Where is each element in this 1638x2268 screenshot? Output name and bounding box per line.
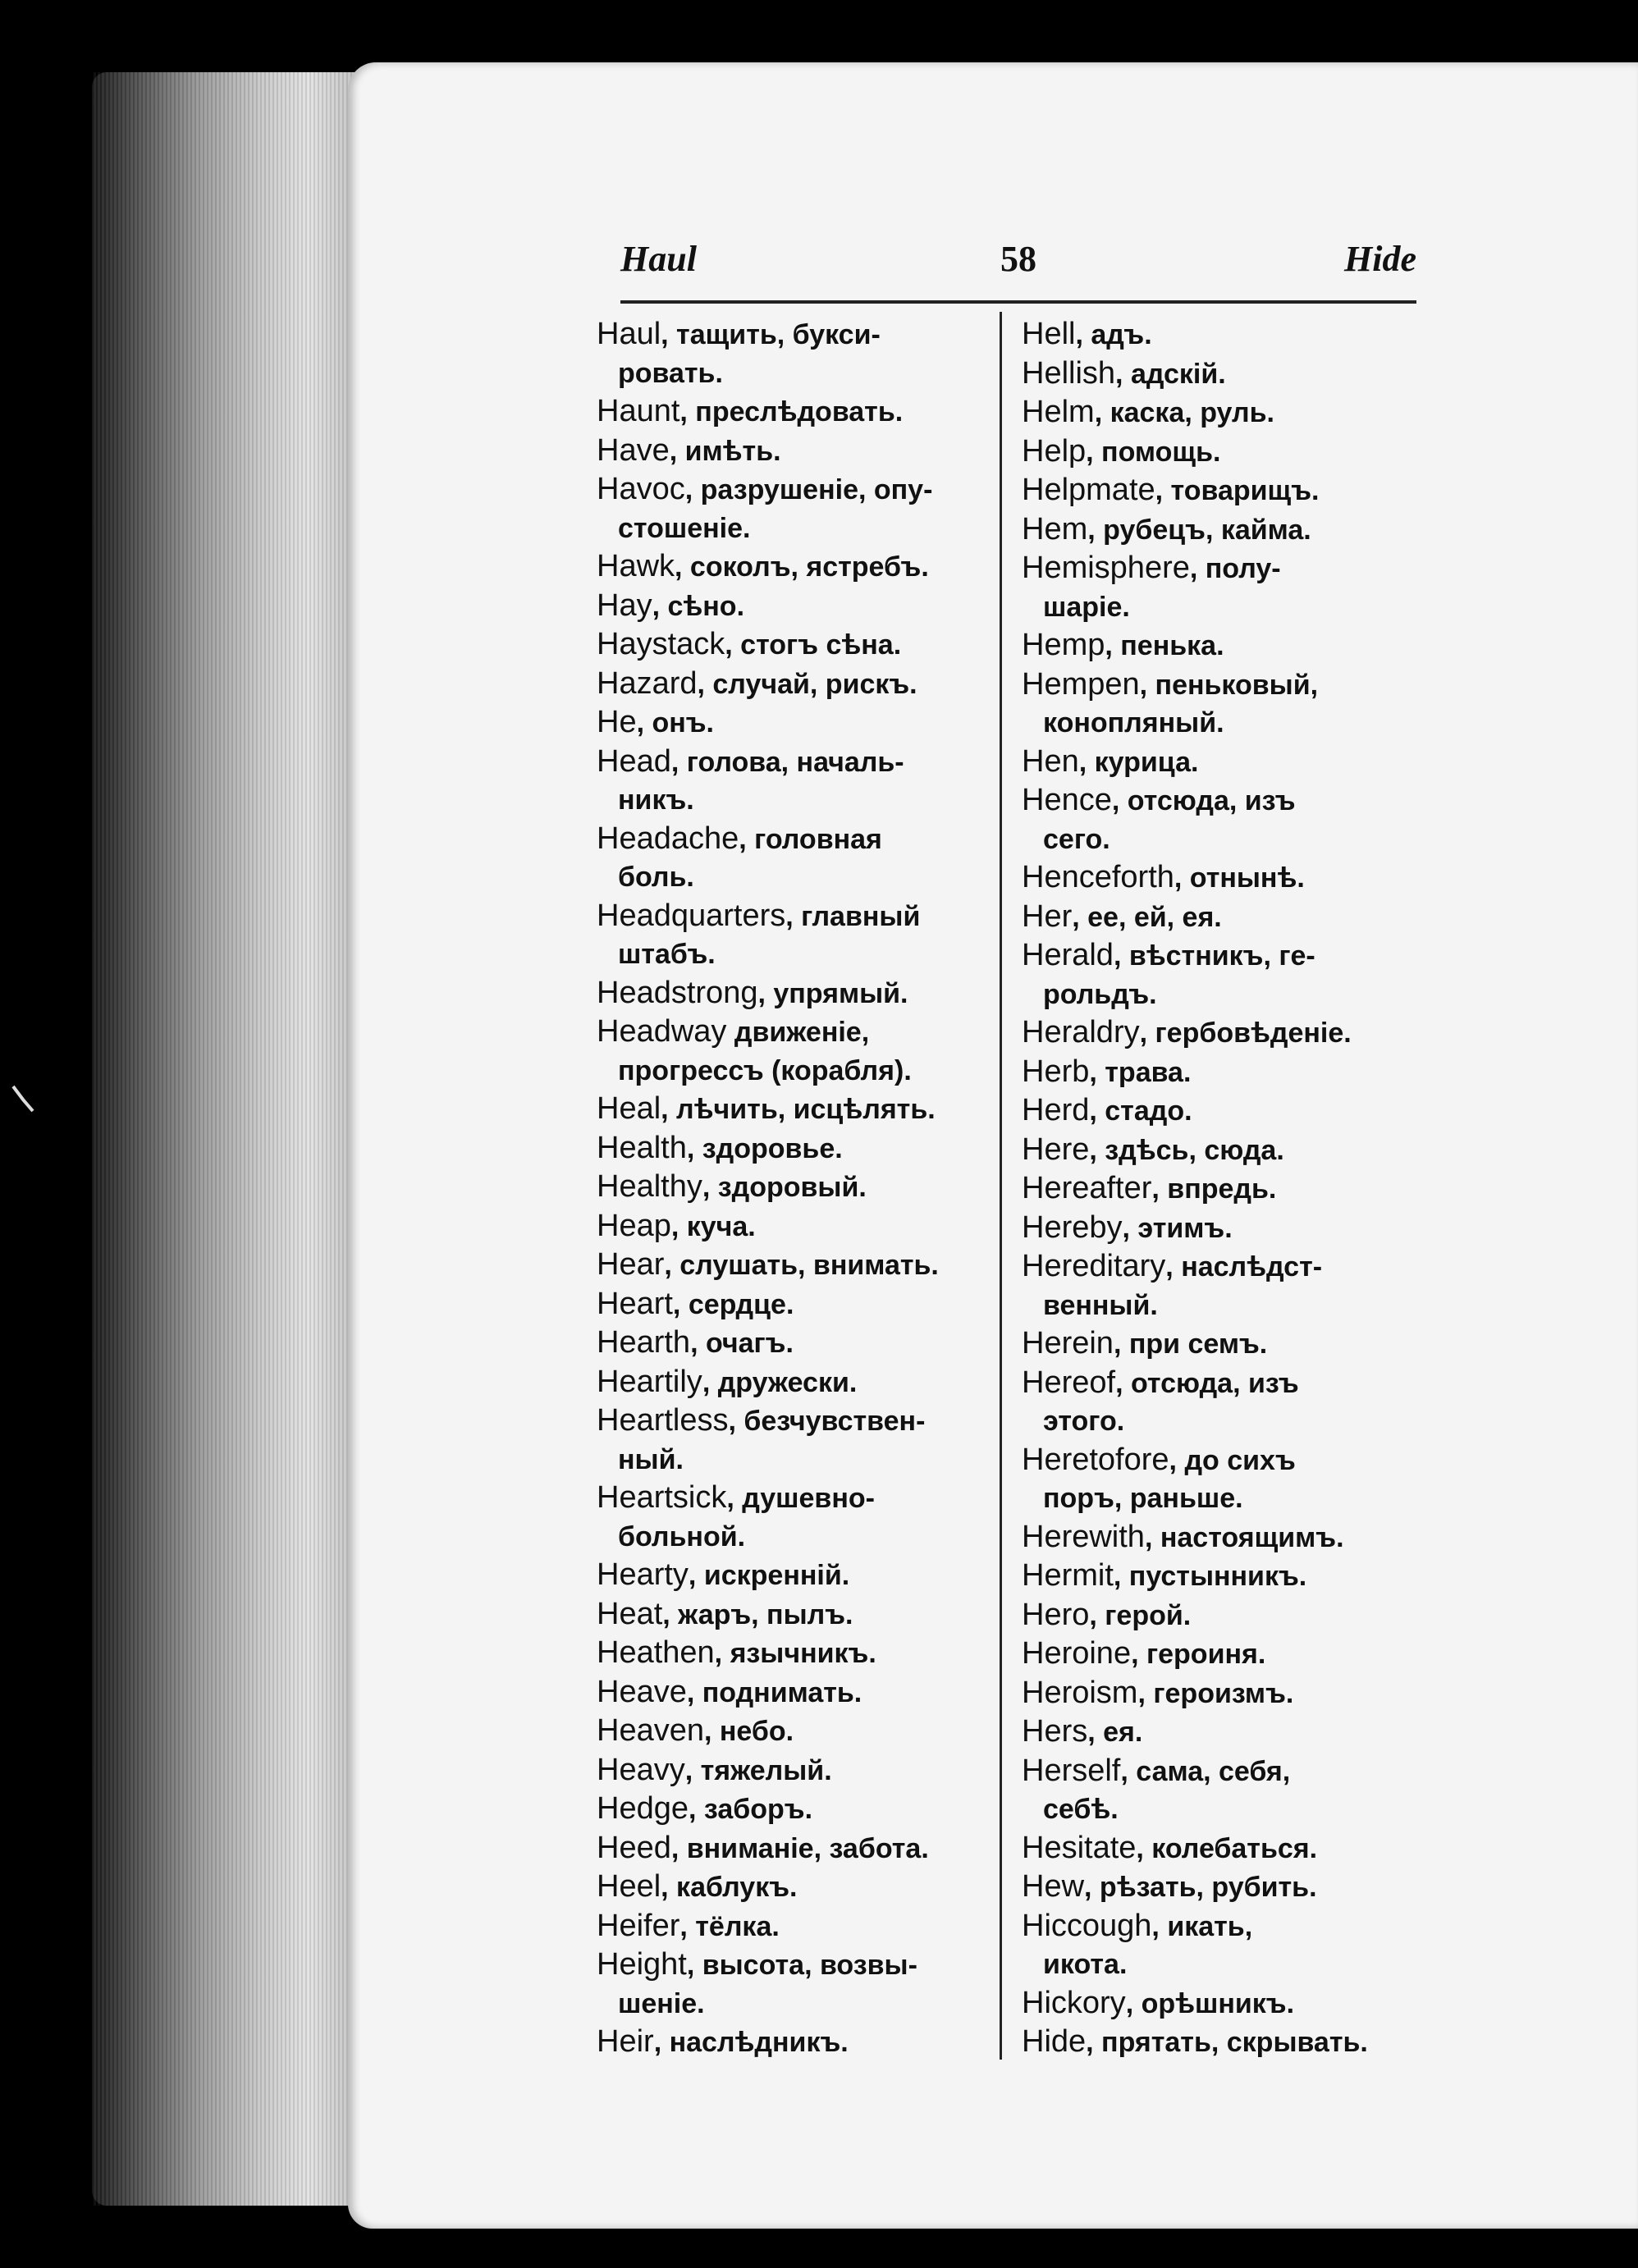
entry-headword: Heat — [597, 1596, 663, 1631]
entry-translation: , каска, руль. — [1094, 397, 1274, 428]
entry-translation: , героиня. — [1131, 1639, 1266, 1670]
entry-translation: , прятать, скрывать. — [1086, 2027, 1368, 2058]
entry-translation: , тащить, букси- — [661, 319, 881, 350]
entry-translation-continued: рольдъ. — [1043, 978, 1157, 1010]
dictionary-entry — [597, 1090, 994, 1129]
entry-headword: Hell — [1022, 317, 1076, 351]
entry-translation: , главный — [785, 900, 921, 932]
entry-continuation — [1022, 1402, 1416, 1441]
entry-translation: , ее, ей, ея. — [1072, 901, 1222, 933]
dictionary-entry — [1022, 1091, 1416, 1131]
entry-translation: , здоровый. — [702, 1172, 867, 1203]
dictionary-entry — [597, 820, 994, 859]
dictionary-entry — [597, 1829, 994, 1868]
entry-headword: Hemisphere — [1022, 551, 1190, 585]
entry-translation: , случай, рискъ. — [697, 668, 917, 700]
entry-headword: Heavy — [597, 1752, 685, 1787]
entry-headword: Hen — [1022, 743, 1079, 779]
entry-translation: , стогъ сѣна. — [725, 629, 902, 661]
entry-translation: , имѣть. — [669, 435, 781, 467]
dictionary-entry — [597, 1907, 994, 1946]
entry-continuation — [597, 858, 994, 897]
entry-translation: , головная — [739, 823, 882, 855]
entry-headword: Hew — [1022, 1869, 1085, 1904]
dictionary-entry — [1022, 1907, 1416, 1946]
dictionary-entry — [1022, 781, 1416, 821]
entry-translation-continued: штабъ. — [618, 939, 716, 970]
entry-headword: Hide — [1022, 2024, 1087, 2059]
entry-headword: Herself — [1022, 1753, 1121, 1788]
dictionary-entry — [1022, 1596, 1416, 1635]
entry-headword: Heave — [597, 1674, 687, 1709]
entry-translation: , небо. — [703, 1716, 794, 1747]
entry-translation: , товарищъ. — [1155, 475, 1320, 506]
entry-continuation — [1022, 1790, 1416, 1829]
entry-translation-continued: шеніе. — [618, 1987, 705, 2019]
dictionary-entry — [597, 1790, 994, 1829]
entry-translation-continued: больной. — [618, 1520, 746, 1552]
dictionary-entry — [597, 703, 994, 743]
entry-translation: , сердце. — [672, 1288, 794, 1320]
dictionary-entry — [597, 1324, 994, 1363]
scan-artifact-mark — [11, 1083, 44, 1116]
entry-continuation — [597, 1985, 994, 2023]
entry-translation: , колебаться. — [1136, 1832, 1318, 1864]
dictionary-entry — [597, 665, 994, 704]
entry-headword: Hereditary — [1022, 1249, 1166, 1283]
entry-translation: , наслѣдст- — [1165, 1251, 1323, 1283]
dictionary-entry — [1022, 665, 1416, 705]
entry-translation: , рубецъ, кайма. — [1087, 514, 1311, 546]
dictionary-entry — [597, 1556, 994, 1595]
entry-continuation — [1022, 976, 1416, 1014]
entry-translation-continued: ровать. — [618, 357, 723, 389]
dictionary-entry — [597, 1246, 994, 1285]
entry-translation: , здоровье. — [686, 1132, 843, 1164]
entry-headword: Hermit — [1022, 1558, 1114, 1593]
entry-translation: , полу- — [1189, 553, 1281, 584]
entry-continuation — [1022, 1479, 1416, 1518]
entry-headword: Heartsick — [597, 1480, 727, 1515]
entry-continuation — [597, 510, 994, 548]
dictionary-entry — [1022, 1324, 1416, 1364]
entry-translation: , очагъ. — [690, 1328, 794, 1359]
entry-translation: , разрушеніе, опу- — [684, 474, 933, 505]
entry-translation-continued: конопляный. — [1043, 707, 1224, 738]
left-column — [597, 315, 994, 2062]
entry-translation-continued: стошеніе. — [618, 512, 751, 544]
dictionary-entry — [597, 1868, 994, 1907]
entry-translation: , рѣзать, рубить. — [1084, 1872, 1317, 1903]
entry-translation-continued: прогрессъ (корабля). — [618, 1054, 912, 1086]
entry-headword: Hedge — [597, 1791, 689, 1826]
dictionary-entry — [597, 1013, 994, 1052]
entry-translation: , орѣшникъ. — [1125, 1987, 1295, 2019]
entry-translation: , заборъ. — [688, 1794, 813, 1825]
entry-headword: Hay — [597, 588, 652, 623]
dictionary-entry — [597, 1712, 994, 1751]
entry-headword: Headway — [597, 1014, 727, 1049]
entry-translation-continued: венный. — [1043, 1289, 1158, 1321]
entry-translation: , слушать, внимать. — [664, 1250, 939, 1281]
entry-headword: Heretofore — [1022, 1442, 1169, 1477]
dictionary-entry — [1022, 743, 1416, 782]
entry-headword: Heap — [597, 1208, 671, 1243]
dictionary-entry — [1022, 549, 1416, 588]
entry-headword: Hem — [1022, 511, 1088, 546]
dictionary-entry — [597, 974, 994, 1013]
book-page-edges — [92, 72, 363, 2206]
entry-translation: , пенька. — [1105, 630, 1224, 661]
entry-headword: Heart — [597, 1286, 673, 1321]
entry-translation: , сѣно. — [652, 590, 745, 622]
dictionary-entry — [1022, 1752, 1416, 1791]
dictionary-entry — [1022, 1674, 1416, 1713]
entry-headword: Heroine — [1022, 1636, 1132, 1671]
entry-headword: Hempen — [1022, 666, 1140, 702]
entry-translation: , язычникъ. — [714, 1638, 876, 1669]
entry-translation: , дружески. — [702, 1366, 858, 1398]
entry-translation: , адъ. — [1075, 319, 1152, 350]
dictionary-entry — [597, 1634, 994, 1673]
entry-headword: Heroism — [1022, 1675, 1138, 1710]
dictionary-entry — [597, 432, 994, 471]
entry-translation: , высота, возвы- — [686, 1950, 917, 1981]
entry-headword: He — [597, 705, 637, 739]
entry-headword: Herb — [1022, 1054, 1090, 1089]
entry-translation: , онъ. — [636, 707, 715, 738]
entry-continuation — [1022, 1946, 1416, 1984]
entry-headword: Hearty — [597, 1557, 689, 1592]
dictionary-entry — [597, 1479, 994, 1518]
entry-headword: Helpmate — [1022, 473, 1155, 507]
entry-headword: Hereafter — [1022, 1171, 1152, 1205]
entry-continuation — [597, 1052, 994, 1091]
entry-headword: Hazard — [597, 665, 698, 701]
entry-translation: , безчувствен- — [728, 1406, 926, 1437]
entry-headword: Herd — [1022, 1093, 1090, 1127]
dictionary-entry — [1022, 1053, 1416, 1092]
dictionary-entry — [597, 587, 994, 626]
entry-translation: , гербовѣденіе. — [1139, 1017, 1352, 1049]
entry-headword: Help — [1022, 433, 1087, 469]
entry-headword: Havoc — [597, 472, 685, 506]
entry-translation: , помощь. — [1086, 436, 1221, 468]
entry-continuation — [597, 781, 994, 820]
dictionary-entry — [597, 392, 994, 432]
entry-headword: Heaven — [597, 1713, 704, 1748]
entry-translation: , впредь. — [1151, 1173, 1277, 1205]
entry-translation: , икать, — [1151, 1910, 1253, 1942]
dictionary-entry — [1022, 898, 1416, 937]
entry-continuation — [1022, 1287, 1416, 1325]
entry-headword: Heir — [597, 2024, 654, 2059]
entry-translation-continued: сего. — [1043, 823, 1110, 855]
entry-translation: , сама, себя, — [1120, 1755, 1291, 1787]
entry-headword: Head — [597, 743, 671, 779]
entry-translation: , упрямый. — [757, 977, 908, 1009]
entry-headword: Her — [1022, 899, 1073, 934]
entry-translation: , преслѣдовать. — [679, 396, 904, 428]
entry-translation: , отсюда, изъ — [1111, 785, 1296, 816]
dictionary-entry — [1022, 432, 1416, 472]
entry-translation: , стадо. — [1089, 1095, 1192, 1127]
header-rule — [620, 300, 1416, 304]
dictionary-entry — [1022, 1441, 1416, 1480]
dictionary-entry — [1022, 1557, 1416, 1596]
entry-translation-continued: этого. — [1043, 1406, 1125, 1437]
entry-headword: Headstrong — [597, 975, 758, 1010]
entry-headword: Herewith — [1022, 1519, 1145, 1554]
entry-translation-continued: икота. — [1043, 1949, 1128, 1980]
dictionary-entry — [597, 1401, 994, 1441]
entry-continuation — [1022, 704, 1416, 743]
entry-continuation — [597, 1441, 994, 1479]
entry-translation: , поднимать. — [686, 1676, 862, 1708]
dictionary-entry — [1022, 510, 1416, 550]
right-column — [1022, 315, 1416, 2062]
entry-translation-continued: себѣ. — [1043, 1794, 1119, 1825]
dictionary-entry — [1022, 1247, 1416, 1287]
header-last-word: Hide — [1344, 239, 1416, 279]
entry-translation: , каблукъ. — [661, 1872, 798, 1903]
entry-translation: , пустынникъ. — [1113, 1561, 1307, 1592]
dictionary-entry — [1022, 1518, 1416, 1557]
dictionary-entry — [1022, 1209, 1416, 1248]
entry-headword: Hickory — [1022, 1985, 1126, 2020]
dictionary-entry — [1022, 393, 1416, 432]
entry-translation-continued: ный. — [618, 1443, 684, 1475]
dictionary-entry — [1022, 1131, 1416, 1170]
dictionary-entry — [1022, 2023, 1416, 2062]
entry-translation-continued: боль. — [618, 862, 694, 893]
entry-headword: Herein — [1022, 1326, 1114, 1360]
entry-headword: Hers — [1022, 1714, 1088, 1749]
entry-translation-continued: поръ, раньше. — [1043, 1483, 1243, 1514]
entry-headword: Hence — [1022, 783, 1112, 817]
entry-headword: Heartily — [597, 1364, 702, 1399]
entry-translation: , пеньковый, — [1139, 669, 1319, 701]
entry-headword: Heraldry — [1022, 1015, 1140, 1049]
entry-translation: , настоящимъ. — [1144, 1521, 1344, 1553]
dictionary-entry — [1022, 1364, 1416, 1403]
entry-headword: Hear — [597, 1247, 665, 1282]
dictionary-entry — [597, 1363, 994, 1402]
entry-translation: , куча. — [670, 1210, 756, 1242]
dictionary-entry — [597, 1207, 994, 1246]
entry-translation: , этимъ. — [1122, 1212, 1233, 1244]
header-first-word: Haul — [620, 239, 697, 279]
entry-translation: , курица. — [1078, 746, 1199, 778]
dictionary-entry — [1022, 1013, 1416, 1053]
entry-translation: , голова, началь- — [670, 746, 904, 778]
dictionary-entry — [597, 2023, 994, 2062]
entry-headword: Hereby — [1022, 1209, 1123, 1245]
dictionary-entry — [1022, 354, 1416, 394]
dictionary-entry — [597, 547, 994, 587]
dictionary-entry — [1022, 626, 1416, 665]
entry-translation: , отсюда, изъ — [1115, 1367, 1299, 1399]
dictionary-entry — [1022, 1868, 1416, 1907]
column-divider — [1000, 312, 1002, 2060]
entry-translation: , вѣстникъ, ге- — [1113, 940, 1315, 972]
entry-headword: Heel — [597, 1869, 661, 1904]
entry-headword: Haul — [597, 317, 661, 351]
dictionary-entry — [1022, 471, 1416, 510]
entry-translation: , при семъ. — [1113, 1328, 1268, 1360]
entry-headword: Hesitate — [1022, 1830, 1137, 1865]
dictionary-entry — [597, 897, 994, 936]
dictionary-entry — [597, 1168, 994, 1207]
entry-headword: Haystack — [597, 627, 725, 661]
dictionary-entry — [597, 1285, 994, 1324]
dictionary-entry — [597, 1673, 994, 1712]
dictionary-entry — [1022, 858, 1416, 898]
dictionary-entry — [597, 1751, 994, 1790]
entry-translation: , отнынѣ. — [1174, 862, 1305, 894]
entry-translation: , жаръ, пылъ. — [662, 1598, 853, 1630]
dictionary-entry — [597, 1946, 994, 1985]
dictionary-entry — [1022, 1635, 1416, 1674]
entry-headword: Helm — [1022, 395, 1095, 429]
entry-translation: , трава. — [1089, 1056, 1192, 1088]
dictionary-entry — [597, 315, 994, 354]
entry-translation: , соколъ, ястребъ. — [675, 551, 929, 583]
entry-continuation — [597, 354, 994, 393]
entry-headword: Hawk — [597, 549, 675, 583]
dictionary-entry — [597, 743, 994, 782]
entry-headword: Hearth — [597, 1325, 691, 1360]
entry-headword: Heal — [597, 1091, 661, 1126]
entry-headword: Heifer — [597, 1908, 680, 1943]
entry-translation-continued: никъ. — [618, 784, 694, 816]
entry-headword: Here — [1022, 1132, 1090, 1167]
entry-headword: Hellish — [1022, 355, 1116, 391]
dictionary-entry — [597, 1595, 994, 1635]
entry-translation: , искренній. — [688, 1560, 850, 1591]
entry-continuation — [597, 935, 994, 974]
entry-headword: Hiccough — [1022, 1908, 1152, 1943]
dictionary-entry — [1022, 936, 1416, 976]
entry-continuation — [597, 1518, 994, 1557]
entry-translation: , тёлка. — [679, 1910, 780, 1942]
page-number: 58 — [1000, 239, 1036, 279]
entry-headword: Headquarters — [597, 898, 786, 933]
dictionary-entry — [1022, 1169, 1416, 1209]
dictionary-entry — [597, 625, 994, 665]
entry-continuation — [1022, 821, 1416, 859]
dictionary-entry — [1022, 1984, 1416, 2023]
entry-headword: Herald — [1022, 938, 1114, 972]
entry-translation: , герой. — [1089, 1599, 1192, 1631]
dictionary-entry — [1022, 315, 1416, 354]
entry-headword: Hereof — [1022, 1365, 1116, 1400]
dictionary-entry — [1022, 1712, 1416, 1752]
entry-translation-continued: шаріе. — [1043, 591, 1130, 623]
entry-headword: Health — [597, 1130, 687, 1165]
entry-translation: , лѣчить, исцѣлять. — [661, 1094, 936, 1125]
entry-headword: Heathen — [597, 1635, 715, 1670]
entry-continuation — [1022, 588, 1416, 627]
entry-headword: Headache — [597, 821, 739, 856]
entry-translation: , душевно- — [726, 1483, 875, 1514]
entry-translation: , вниманіе, забота. — [670, 1832, 929, 1864]
entry-translation: , наслѣдникъ. — [653, 2027, 849, 2058]
dictionary-entry — [597, 1129, 994, 1168]
entry-headword: Height — [597, 1947, 687, 1982]
entry-headword: Haunt — [597, 394, 680, 428]
entry-translation: движеніе, — [726, 1017, 870, 1048]
entry-translation: , адскій. — [1115, 358, 1226, 390]
entry-translation: , тяжелый. — [684, 1754, 832, 1786]
dictionary-entry — [597, 470, 994, 510]
entry-translation: , до сихъ — [1169, 1444, 1296, 1476]
entry-translation: , ея. — [1087, 1717, 1143, 1748]
entry-headword: Heed — [597, 1830, 671, 1865]
entry-headword: Have — [597, 432, 670, 468]
entry-headword: Heartless — [597, 1403, 729, 1438]
page-header — [620, 238, 1416, 295]
entry-headword: Healthy — [597, 1169, 702, 1204]
entry-translation: , здѣсь, сюда. — [1089, 1134, 1284, 1166]
entry-headword: Hero — [1022, 1597, 1090, 1632]
entry-headword: Hemp — [1022, 628, 1105, 662]
entry-headword: Henceforth — [1022, 860, 1174, 894]
entry-translation: , героизмъ. — [1137, 1677, 1294, 1709]
dictionary-entry — [1022, 1829, 1416, 1868]
